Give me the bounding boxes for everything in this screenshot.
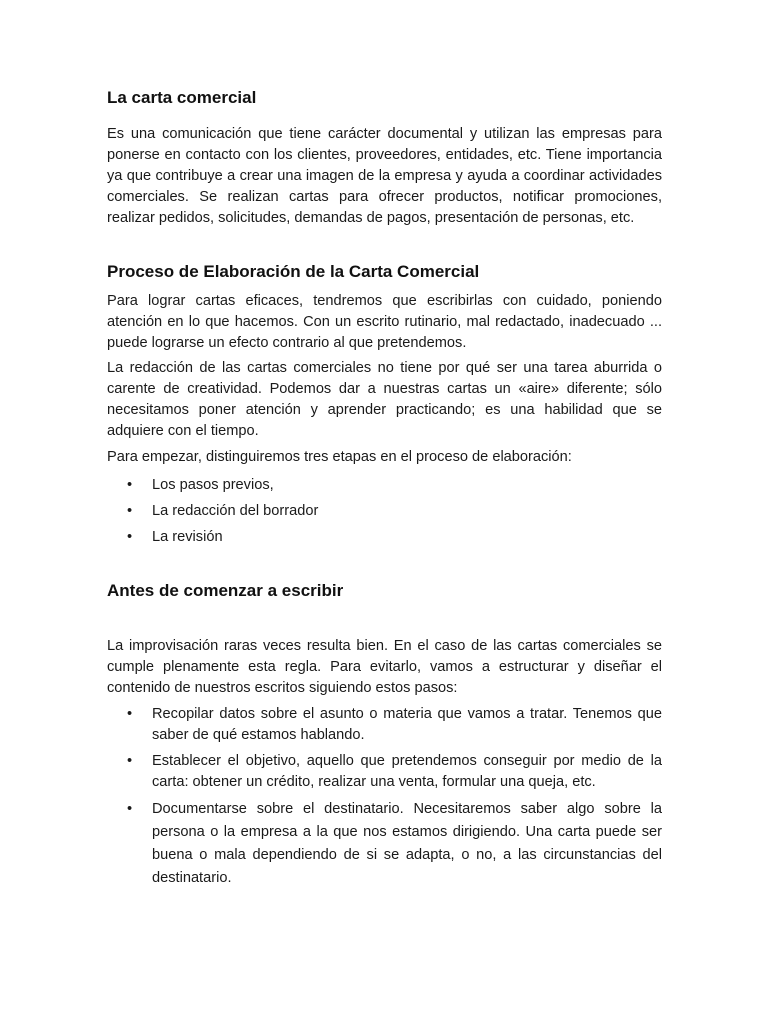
paragraph-cartas-eficaces: Para lograr cartas eficaces, tendremos que escribirlas con cuidado, poniendo atención en lo que hacemos. Con un escrito rutinario, mal redactado, inadecuado ... puede lograrse un efecto contrario al que pretendemos.	[107, 293, 662, 351]
bullet-glyph: •	[127, 801, 133, 817]
paragraph-definicion: Es una comunicación que tiene carácter documental y utilizan las empresas para ponerse en contacto con los clientes, proveedores, entidades, etc. Tiene importancia ya que contribuye a crear una imagen de la empresa y ayuda a coordinar actividades comerciales. Se realizan cartas para ofrecer productos, notificar promociones, realizar pedidos, solicitudes, demandas de pagos, presentación de personas, etc.	[107, 126, 662, 226]
list-item-text: La revisión	[152, 529, 223, 545]
bullet-glyph: •	[127, 529, 133, 545]
heading-proceso-elaboracion: Proceso de Elaboración de la Carta Comercial	[107, 262, 480, 281]
list-item-text: Documentarse sobre el destinatario. Necesitaremos saber algo sobre la persona o la empresa a la que nos estamos dirigiendo. Una carta puede ser buena o mala dependiendo de si se adapta, o no, a las circunstancias del destinatario.	[152, 801, 662, 886]
list-item	[107, 798, 662, 890]
steps-list	[107, 704, 662, 895]
list-item-text: Establecer el objetivo, aquello que pretendemos conseguir por medio de la carta: obtener un crédito, realizar una venta, formular una queja, etc.	[152, 753, 662, 790]
bullet-glyph: •	[127, 753, 133, 769]
list-item	[107, 751, 662, 793]
paragraph-redaccion: La redacción de las cartas comerciales no tiene por qué ser una tarea aburrida o carente de creatividad. Podemos dar a nuestras cartas un «aire» diferente; sólo necesitamos poner atención y aprender practicando; es una habilidad que se adquiere con el tiempo.	[107, 360, 662, 439]
heading-la-carta-comercial: La carta comercial	[107, 88, 257, 107]
stages-list	[107, 475, 662, 553]
list-item	[107, 475, 662, 501]
list-item-text: La redacción del borrador	[152, 503, 319, 519]
list-item	[107, 527, 662, 553]
list-item-text: Los pasos previos,	[152, 477, 274, 493]
paragraph-improvisacion: La improvisación raras veces resulta bien. En el caso de las cartas comerciales se cumple plenamente esta regla. Para evitarlo, vamos a estructurar y diseñar el contenido de nuestros escritos siguiendo estos pasos:	[107, 638, 662, 696]
list-item	[107, 704, 662, 746]
list-item-text: Recopilar datos sobre el asunto o materia que vamos a tratar. Tenemos que saber de qué estamos hablando.	[152, 706, 662, 743]
list-item	[107, 501, 662, 527]
bullet-glyph: •	[127, 706, 133, 722]
bullet-glyph: •	[127, 477, 133, 493]
paragraph-etapas-intro: Para empezar, distinguiremos tres etapas en el proceso de elaboración:	[107, 449, 572, 465]
bullet-glyph: •	[127, 503, 133, 519]
heading-antes-de-comenzar: Antes de comenzar a escribir	[107, 581, 344, 600]
